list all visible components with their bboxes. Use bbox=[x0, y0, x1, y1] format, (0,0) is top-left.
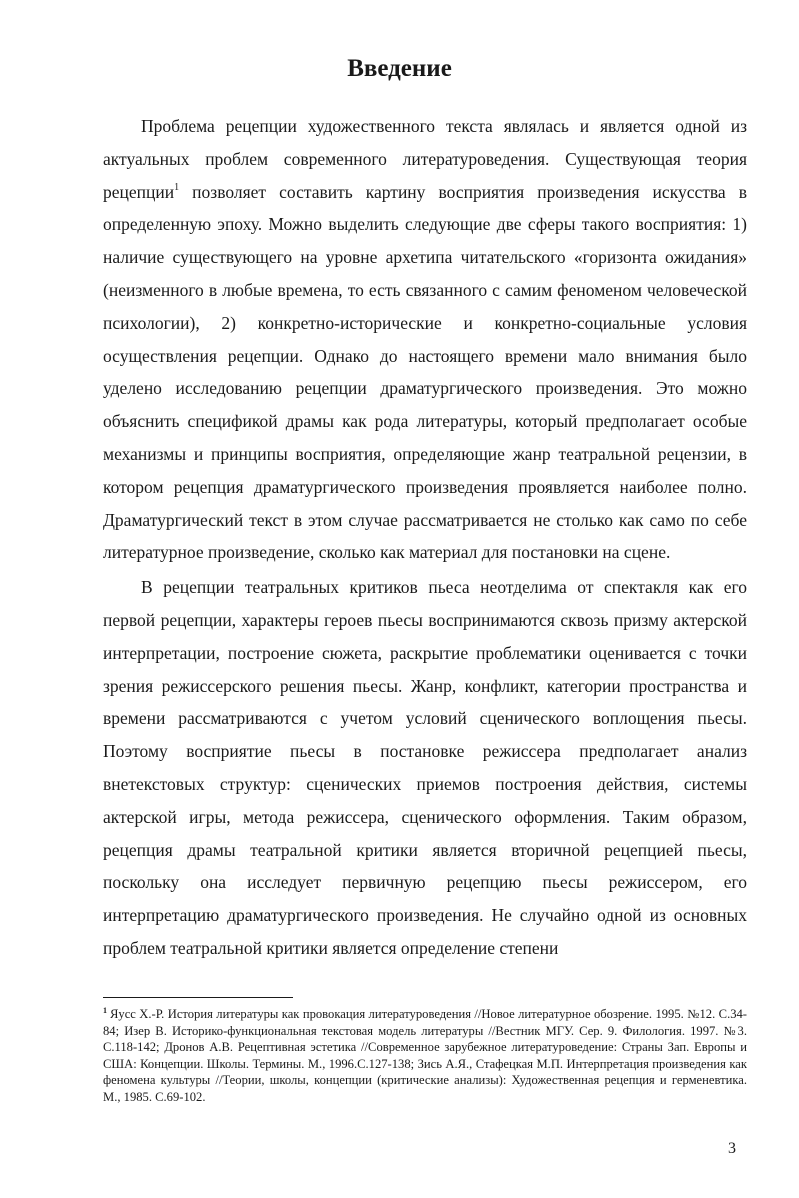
page-number: 3 bbox=[728, 1140, 736, 1157]
body-text bbox=[103, 110, 747, 965]
page-title: Введение bbox=[347, 55, 452, 82]
paragraph-1 bbox=[103, 110, 747, 569]
paragraph-2: В рецепции театральных критиков пьеса неотделима от спектакля как его первой рецепции, характеры героев пьесы воспринимаются сквозь призму актерской интерпретации, построение сюжета, раскрытие проблематики оценивается с точки зрения режиссерского решения пьесы. Жанр, конфликт, категории пространства и времени рассматриваются с учетом условий сценического воплощения пьесы. Поэтому восприятие пьесы в постановке режиссера предполагает анализ внетекстовых структур: сценических приемов построения действия, системы актерской игры, метода режиссера, сценического оформления. Таким образом, рецепция драмы театральной критики является вторичной рецепцией пьесы, поскольку она исследует первичную рецепцию пьесы режиссером, его интерпретацию драматургического произведения. Не случайно одной из основных проблем театральной критики является определение степени bbox=[103, 577, 747, 958]
paragraph-1-part-2: позволяет составить картину восприятия произведения искусства в определенную эпоху. Можно выделить следующие две сферы такого восприятия: 1) наличие существующего на уровне архетипа читательского «горизонта ожидания» (неизменного в любые времена, то есть связанного с самим феноменом человеческой психологии), 2) конкретно-исторические и конкретно-социальные условия осуществления рецепции. Однако до настоящего времени мало внимания было уделено исследованию рецепции драматургического произведения. Это можно объяснить спецификой драмы как рода литературы, который предполагает особые механизмы и принципы восприятия, определяющие жанр театральной рецензии, в котором рецепция драматургического произведения проявляется наиболее полно. Драматургический текст в этом случае рассматривается не столько как само по себе литературное произведение, сколько как материал для постановки на сцене. bbox=[103, 181, 747, 563]
footnote-text: Яусс Х.-Р. История литературы как провокация литературоведения //Новое литературное обозрение. 1995. №12. С.34-84; Изер В. Историко-функциональная текстовая модель литературы //Вестник МГУ. Сер. 9. Филология. 1997. №3. С.118-142; Дронов А.В. Рецептивная эстетика //Современное зарубежное литературоведение: Страны Зап. Европы и США: Концепции. Школы. Термины. М., 1996.С.127-138; Зись А.Я., Стафецкая М.П. Интерпретация произведения как феномена культуры //Теории, школы, концепции (критические анализы): Художественная рецепция и герменевтика. М., 1985. С.69-102. bbox=[103, 1007, 747, 1104]
footnote-marker: 1 bbox=[103, 1006, 107, 1015]
paragraph-1-part-1: Проблема рецепции художественного текста являлась и является одной из актуальных проблем современного литературоведения. Существующая теория рецепции bbox=[103, 116, 747, 202]
footnote-reference: 1 bbox=[174, 181, 180, 193]
footnote-divider bbox=[103, 997, 293, 998]
footnote bbox=[103, 1006, 747, 1106]
